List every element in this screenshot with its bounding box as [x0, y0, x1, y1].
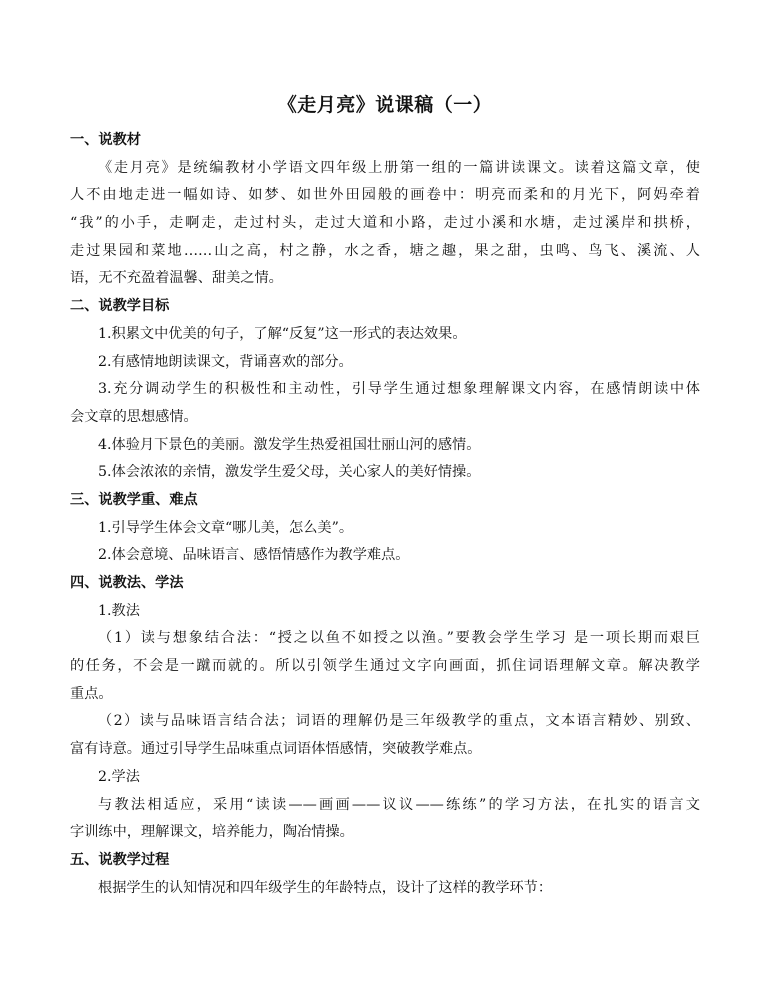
text-line: 4.体验月下景色的美丽。激发学生热爱祖国壮丽山河的感情。 [98, 436, 481, 453]
text-line: 根据学生的认知情况和四年级学生的年龄特点，设计了这样的教学环节： [98, 879, 553, 896]
text-line: 语，无不充盈着温馨、甜美之情。 [70, 270, 283, 287]
text-line: 1.积累文中优美的句子，了解“反复”这一形式的表达效果。 [98, 325, 467, 342]
text-line: 的任务，不会是一蹴而就的。所以引领学生通过文字向画面，抓住词语理解文章。解决教学 [70, 658, 700, 675]
text-line: 2.有感情地朗读课文，背诵喜欢的部分。 [98, 353, 353, 370]
text-line: 3.充分调动学生的积极性和主动性，引导学生通过想象理解课文内容，在感情朗读中体 [98, 381, 700, 398]
text-line: （1）读与想象结合法：“授之以鱼不如授之以渔。”要教会学生学习 是一项长期而艰巨 [98, 630, 700, 647]
text-line: 1.教法 [98, 602, 140, 619]
text-line: 5.体会浓浓的亲情，激发学生爱父母，关心家人的美好情操。 [98, 464, 481, 481]
text-line: 字训练中，理解课文，培养能力，陶冶情操。 [70, 824, 354, 841]
text-line: 会文章的思想感情。 [70, 408, 198, 425]
text-line: “我”的小手，走啊走，走过村头，走过大道和小路，走过小溪和水塘，走过溪岸和拱桥， [70, 215, 700, 232]
text-line: 1.引导学生体会文章“哪儿美，怎么美”。 [98, 519, 354, 536]
text-line: 富有诗意。通过引导学生品味重点词语体悟感情，突破教学难点。 [70, 741, 482, 758]
text-line: 人不由地走进一幅如诗、如梦、如世外田园般的画卷中：明亮而柔和的月光下，阿妈牵着 [70, 187, 700, 204]
text-line: 2.体会意境、品味语言、感悟情感作为教学难点。 [98, 547, 410, 564]
section-heading: 四、说教法、学法 [70, 575, 184, 591]
section-heading: 五、说教学过程 [70, 851, 170, 868]
text-line: 与教法相适应，采用“读读——画画——议议——练练”的学习方法，在扎实的语言文 [98, 796, 700, 813]
document-title: 《走月亮》说课稿（一） [277, 94, 493, 116]
section-heading: 三、说教学重、难点 [70, 491, 198, 508]
text-line: （2）读与品味语言结合法；词语的理解仍是三年级教学的重点，文本语言精妙、别致、 [98, 713, 700, 730]
document-body [70, 127, 700, 902]
document-page [70, 0, 700, 1000]
text-line: 走过果园和菜地……山之高，村之静，水之香，塘之趣，果之甜，虫鸣、鸟飞、溪流、人 [70, 242, 700, 259]
text-line: 2.学法 [98, 768, 140, 785]
text-line: 重点。 [70, 685, 113, 702]
section-heading: 一、说教材 [70, 132, 141, 148]
section-heading: 二、说教学目标 [70, 298, 170, 315]
text-line: 《走月亮》是统编教材小学语文四年级上册第一组的一篇讲读课文。读着这篇文章，使 [98, 159, 700, 176]
